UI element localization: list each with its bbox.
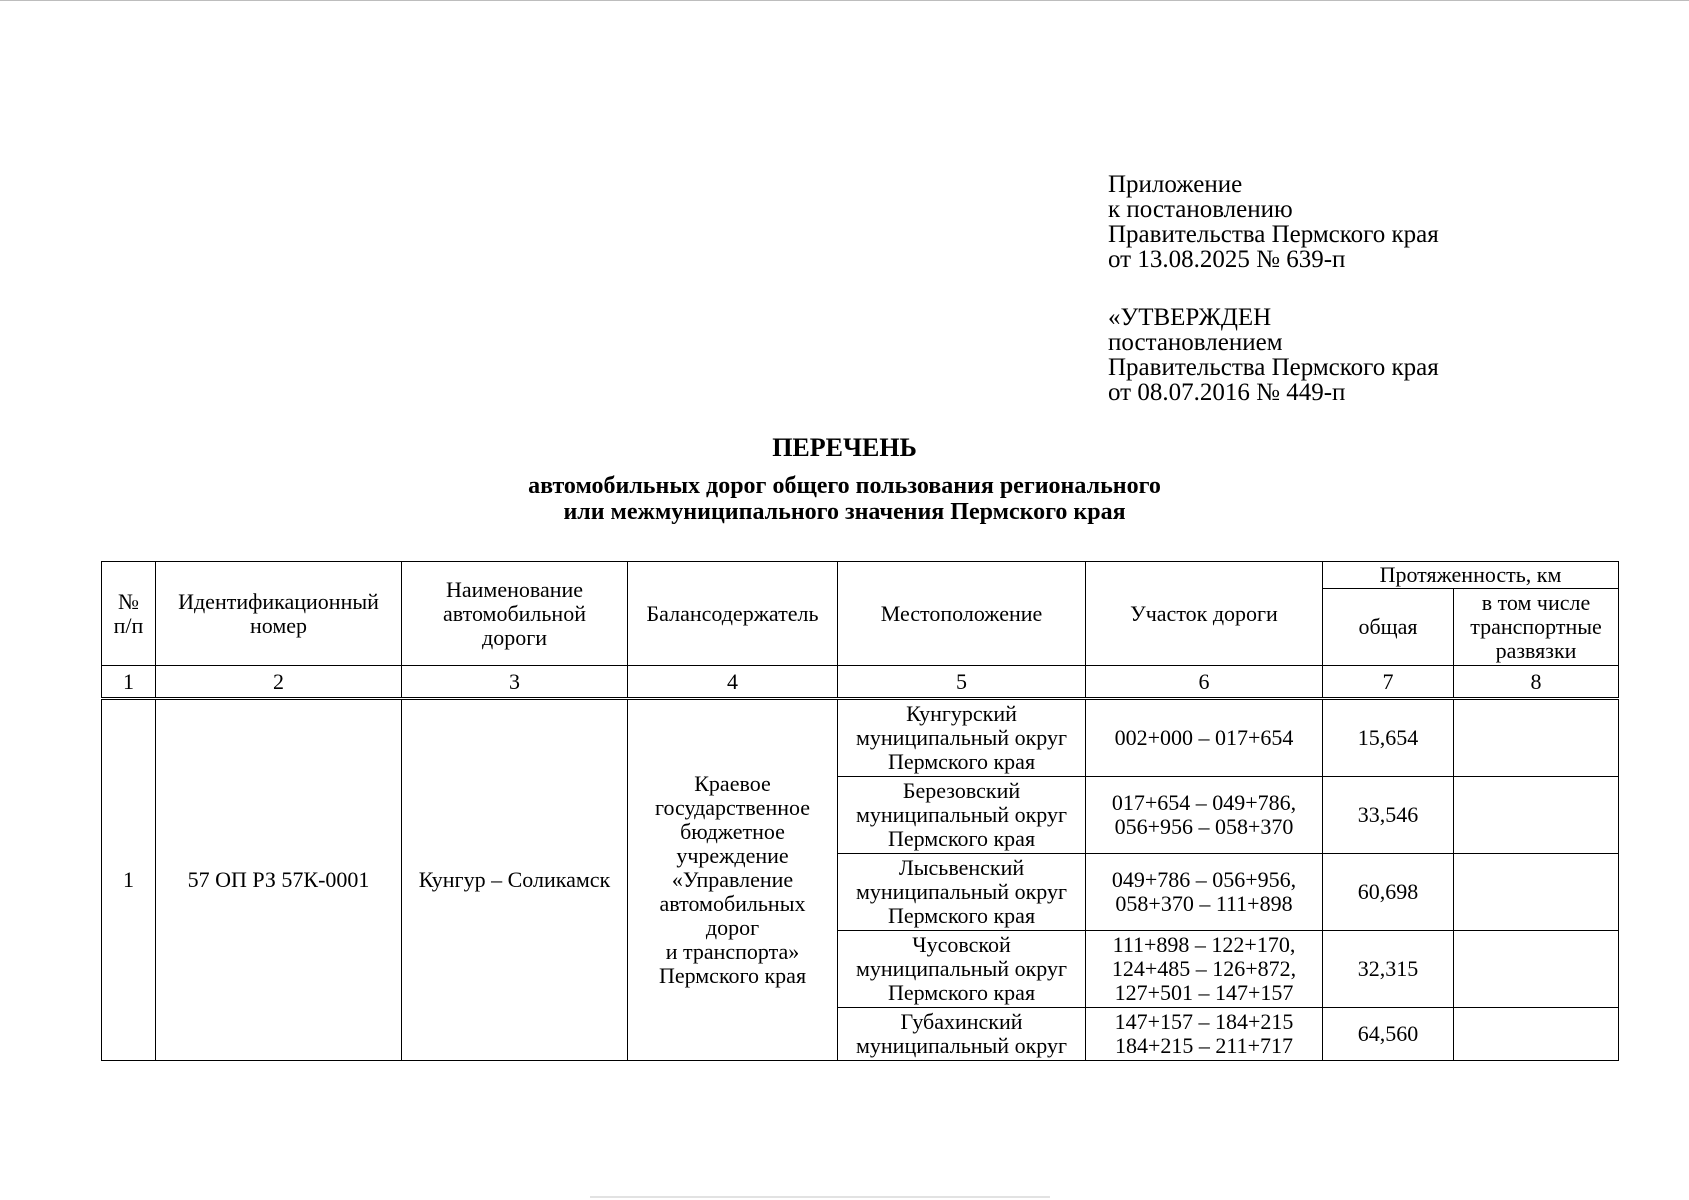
interchange-cell	[1454, 931, 1619, 1008]
location-cell: Березовский муниципальный округ Пермского края	[838, 777, 1086, 854]
scan-artifact	[590, 1196, 1050, 1198]
section-cell: 147+157 – 184+215 184+215 – 211+717	[1086, 1008, 1323, 1061]
document-subtitle	[0, 473, 1689, 525]
interchange-cell	[1454, 699, 1619, 777]
column-index: 7	[1323, 666, 1454, 699]
interchange-cell	[1454, 854, 1619, 931]
location-cell: Лысьвенский муниципальный округ Пермского края	[838, 854, 1086, 931]
header-num: № п/п	[102, 562, 156, 666]
road-id-cell: 57 ОП РЗ 57К-0001	[156, 699, 402, 1061]
column-index: 5	[838, 666, 1086, 699]
total-cell: 32,315	[1323, 931, 1454, 1008]
location-cell: Губахинский муниципальный округ	[838, 1008, 1086, 1061]
subtitle-line: или межмуниципального значения Пермского края	[563, 499, 1126, 525]
total-cell: 64,560	[1323, 1008, 1454, 1061]
header-id: Идентификационный номер	[156, 562, 402, 666]
column-index: 4	[628, 666, 838, 699]
road-name-cell: Кунгур – Соликамск	[402, 699, 628, 1061]
section-cell: 002+000 – 017+654	[1086, 699, 1323, 777]
approved-line: от 08.07.2016 № 449-п	[1108, 379, 1346, 406]
table-row	[102, 699, 1619, 777]
column-index-row	[102, 666, 1619, 699]
header-total: общая	[1323, 589, 1454, 666]
total-cell: 60,698	[1323, 854, 1454, 931]
header-interchanges: в том числе транспортные развязки	[1454, 589, 1619, 666]
header-section: Участок дороги	[1086, 562, 1323, 666]
column-index: 2	[156, 666, 402, 699]
annex-line: Приложение	[1108, 171, 1243, 198]
header-length-group: Протяженность, км	[1323, 562, 1619, 589]
total-cell: 33,546	[1323, 777, 1454, 854]
interchange-cell	[1454, 1008, 1619, 1061]
column-index: 3	[402, 666, 628, 699]
approved-line: «УТВЕРЖДЕН	[1108, 304, 1272, 331]
interchange-cell	[1454, 777, 1619, 854]
section-cell: 017+654 – 049+786, 056+956 – 058+370	[1086, 777, 1323, 854]
document-title: ПЕРЕЧЕНЬ	[772, 433, 917, 462]
column-index: 6	[1086, 666, 1323, 699]
road-holder-cell: Краевое государственное бюджетное учреждение «Управление автомобильных дорог и транспорта» Пермского края	[628, 699, 838, 1061]
annex-line: к постановлению	[1108, 196, 1293, 223]
header-holder: Балансодержатель	[628, 562, 838, 666]
annex-line: Правительства Пермского края	[1108, 221, 1439, 248]
page-edge	[0, 0, 1689, 1]
annex-block	[1108, 172, 1439, 405]
header-road-name: Наименование автомобильной дороги	[402, 562, 628, 666]
column-index: 8	[1454, 666, 1619, 699]
road-num-cell: 1	[102, 699, 156, 1061]
approved-line: Правительства Пермского края	[1108, 354, 1439, 381]
column-index: 1	[102, 666, 156, 699]
location-cell: Чусовской муниципальный округ Пермского края	[838, 931, 1086, 1008]
subtitle-line: автомобильных дорог общего пользования регионального	[528, 473, 1161, 499]
location-cell: Кунгурский муниципальный округ Пермского края	[838, 699, 1086, 777]
roads-table	[101, 561, 1619, 1061]
header-location: Местоположение	[838, 562, 1086, 666]
approved-line: постановлением	[1108, 329, 1283, 356]
annex-line: от 13.08.2025 № 639-п	[1108, 246, 1346, 273]
section-cell: 049+786 – 056+956, 058+370 – 111+898	[1086, 854, 1323, 931]
total-cell: 15,654	[1323, 699, 1454, 777]
section-cell: 111+898 – 122+170, 124+485 – 126+872, 127+501 – 147+157	[1086, 931, 1323, 1008]
